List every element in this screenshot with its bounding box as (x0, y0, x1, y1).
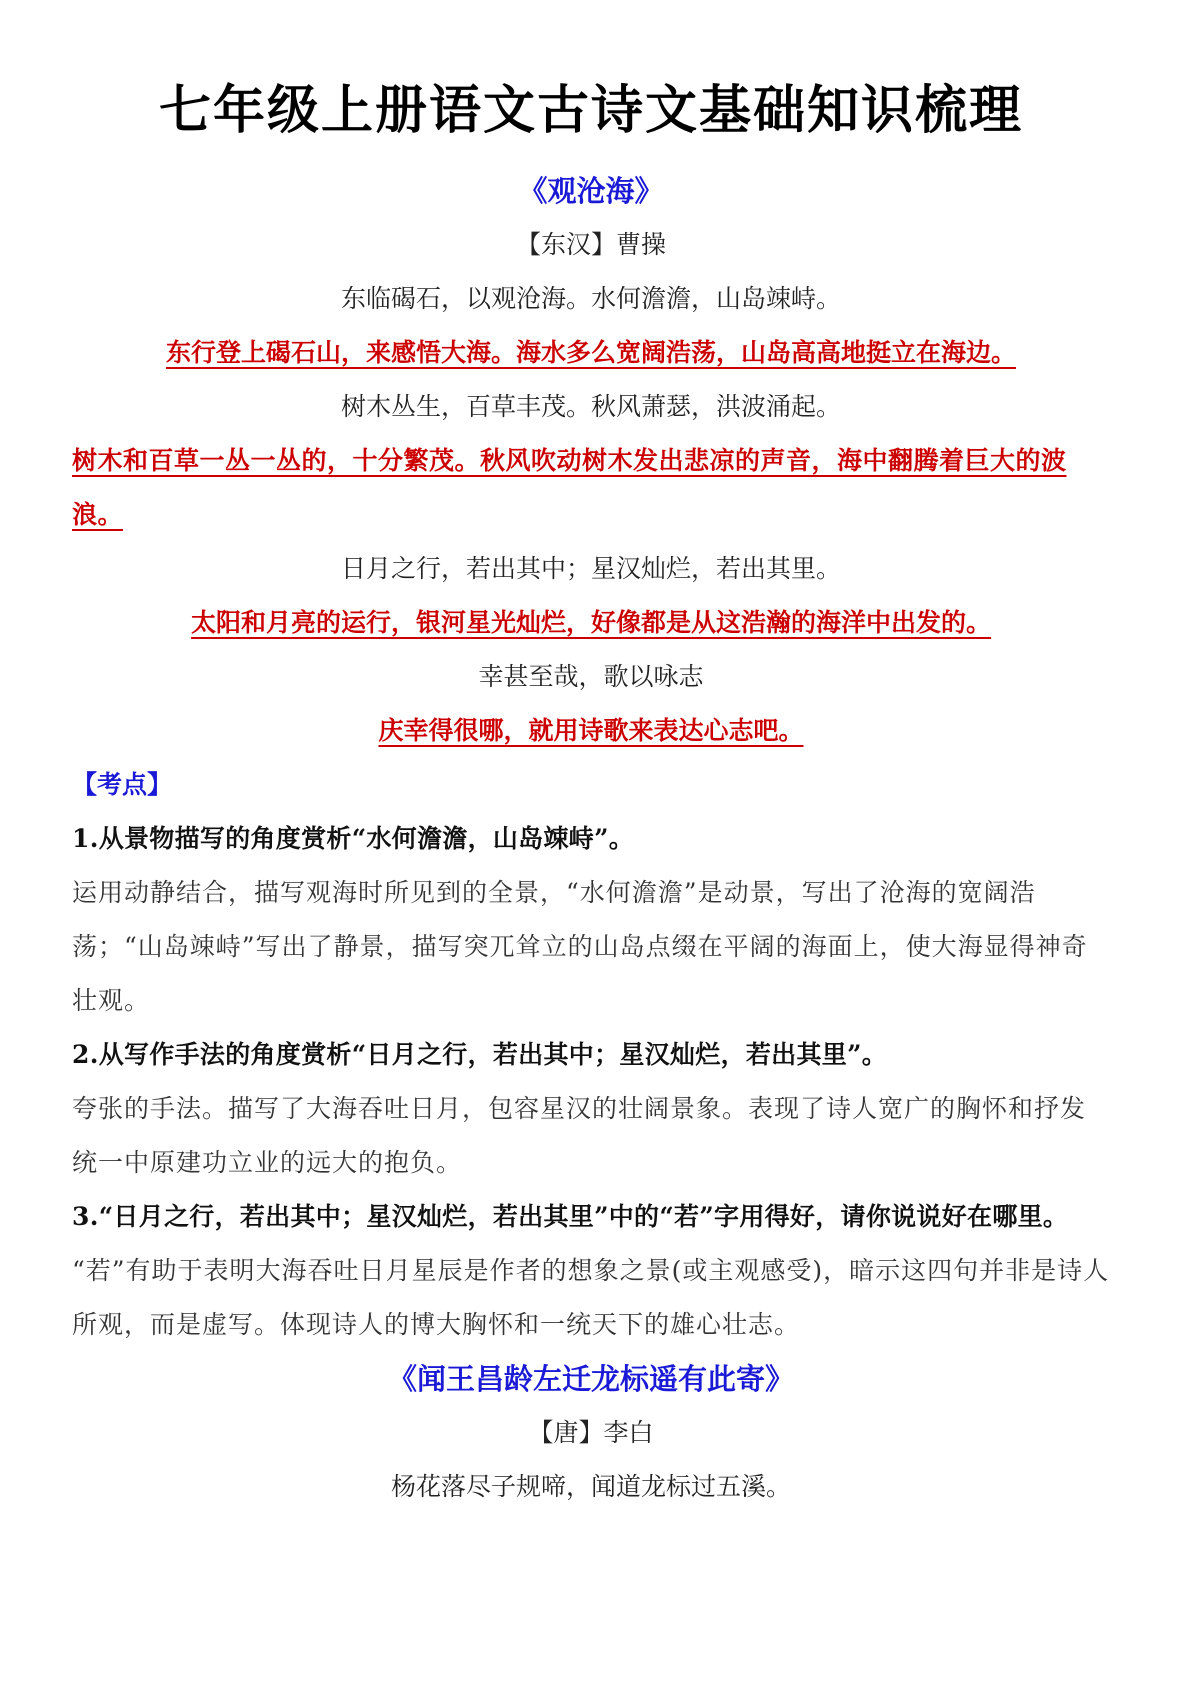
poem-line: 日月之行，若出其中；星汉灿烂，若出其里。 (340, 554, 841, 583)
translation-line (72, 434, 1110, 542)
exam-answer: 运用动静结合，描写观海时所见到的全景，“水何澹澹”是动景，写出了沧海的宽阔浩荡；“山岛竦峙”写出了静景，描写突兀耸立的山岛点缀在平阔的海面上，使大海显得神奇壮观。 (72, 878, 1088, 1015)
document-page (72, 0, 1110, 1514)
translation-text: 庆幸得很哪，就用诗歌来表达心志吧。 (378, 716, 804, 745)
poem-line: 杨花落尽子规啼，闻道龙标过五溪。 (390, 1472, 791, 1501)
translation-text: 东行登上碣石山，来感悟大海。海水多么宽阔浩荡，山岛高高地挺立在海边。 (165, 338, 1016, 367)
poem-title-guan-cang-hai: 《观沧海》 (518, 174, 664, 208)
translation-line (72, 596, 1110, 650)
poem-line: 东临碣石，以观沧海。水何澹澹，山岛竦峙。 (340, 284, 841, 313)
exam-question: 1.从景物描写的角度赏析“水何澹澹，山岛竦峙”。 (72, 824, 635, 853)
exam-question: 3.“日月之行，若出其中；星汉灿烂，若出其里”中的“若”字用得好，请你说说好在哪里。 (72, 1202, 1069, 1231)
exam-answer: “若”有助于表明大海吞吐日月星辰是作者的想象之景(或主观感受)，暗示这四句并非是诗人所观，而是虚写。体现诗人的博大胸怀和一统天下的雄心壮志。 (72, 1256, 1110, 1339)
document-title: 七年级上册语文古诗文基础知识梳理 (158, 80, 1023, 141)
exam-answer: 夸张的手法。描写了大海吞吐日月，包容星汉的壮阔景象。表现了诗人宽广的胸怀和抒发统一中原建功立业的远大的抱负。 (72, 1094, 1087, 1177)
exam-question: 2.从写作手法的角度赏析“日月之行，若出其中；星汉灿烂，若出其里”。 (72, 1040, 888, 1069)
translation-line (72, 704, 1110, 758)
translation-text: 树木和百草一丛一丛的，十分繁茂。秋风吹动树木发出悲凉的声音，海中翻腾着巨大的波浪。 (72, 446, 1067, 529)
translation-text: 太阳和月亮的运行，银河星光灿烂，好像都是从这浩瀚的海洋中出发的。 (190, 608, 991, 637)
poem-author: 【东汉】曹操 (515, 230, 666, 259)
poem-line: 树木丛生，百草丰茂。秋风萧瑟，洪波涌起。 (340, 392, 841, 421)
exam-points-heading: 【考点】 (72, 770, 173, 799)
poem-line: 幸甚至哉，歌以咏志 (478, 662, 704, 691)
poem-title-wen-wang-changling: 《闻王昌龄左迁龙标遥有此寄》 (387, 1362, 794, 1396)
poem-author: 【唐】李白 (528, 1418, 654, 1447)
translation-line (72, 326, 1110, 380)
